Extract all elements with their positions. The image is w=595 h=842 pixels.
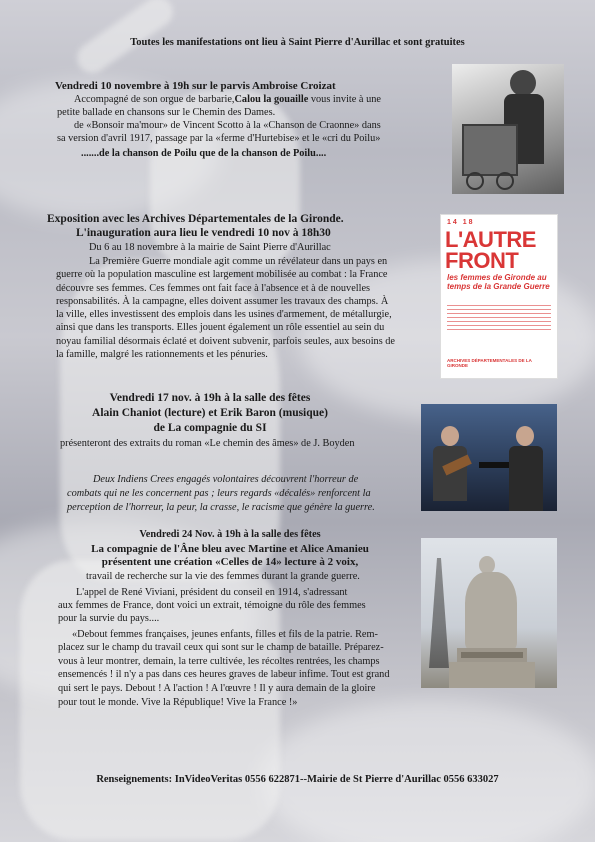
event3-title1: Vendredi 17 nov. à 19h à la salle des fêtes bbox=[109, 392, 311, 404]
event3-quote-line: perception de l'horreur, la peur, la crasse, le racisme que génère la guerre. bbox=[67, 502, 375, 513]
event4-para2-line: «Debout femmes françaises, jeunes enfants, filles et fils de la patrie. Rem- bbox=[72, 629, 378, 640]
event4-para1-line: L'appel de René Viviani, président du conseil en 1914, s'adressant bbox=[76, 587, 348, 598]
poster-footer: ARCHIVES DÉPARTEMENTALES DE LA GIRONDE bbox=[447, 358, 532, 369]
event4-para2-line: qui sert le pays. Debout ! A l'action ! A l'œuvre ! Il y aura demain de la gloire bbox=[58, 683, 376, 694]
organ-grinder-photo bbox=[452, 64, 564, 194]
event2-line: La Première Guerre mondiale agit comme un révélateur dans un pays en bbox=[89, 256, 388, 267]
footer-contact: Renseignements: InVideoVeritas 0556 622871--Mairie de St Pierre d'Aurillac 0556 633027 bbox=[96, 774, 499, 785]
event4-para2-line: pour tout le monde. Vive la République! Vive la France !» bbox=[58, 697, 298, 708]
exhibition-poster bbox=[441, 215, 557, 378]
event2-title2: L'inauguration aura lieu le vendredi 10 nov à 18h30 bbox=[76, 227, 331, 239]
header-text: Toutes les manifestations ont lieu à Saint Pierre d'Aurillac et sont gratuites bbox=[130, 37, 465, 48]
event4-para1-line: aux femmes de France, dont voici un extrait, témoigne du rôle des femmes bbox=[58, 600, 366, 611]
poster-years: 14 18 bbox=[447, 219, 475, 226]
poster-body-text bbox=[447, 303, 551, 353]
event4-title2: La compagnie de l'Âne bleu avec Martine et Alice Amanieu bbox=[91, 543, 369, 555]
event4-para1-line: pour la survie du pays.... bbox=[58, 613, 160, 624]
event4-title1: Vendredi 24 Nov. à 19h à la salle des fêtes bbox=[139, 529, 321, 540]
performers-photo bbox=[421, 404, 557, 511]
event4-title3: présentent une création «Celles de 14» lecture à 2 voix, bbox=[101, 556, 359, 568]
event2-line: découvre ses femmes. Ces femmes ont fait face à l'absence et à de nouvelles bbox=[56, 283, 371, 294]
event4-para2-line: placez sur le champ du travail ceux qui sont sur le champ de bataille. Préparez- bbox=[58, 642, 384, 653]
event2-line: guerre où la population masculine est largement mobilisée au combat : la France bbox=[56, 269, 388, 280]
event1-line2: petite ballade en chansons sur le Chemin des Dames. bbox=[57, 107, 276, 118]
event2-title1: Exposition avec les Archives Départementales de la Gironde. bbox=[47, 213, 344, 225]
event4-para2-line: vous à leur montrer, demain, la terre cultivée, les récoltes rentrées, les champs bbox=[58, 656, 380, 667]
event2-line: la famille, malgré les rationnements et les pénuries. bbox=[56, 349, 268, 360]
event1-line5: .......de la chanson de Poilu que de la chanson de Poilu.... bbox=[81, 148, 327, 159]
event3-quote-line: Deux Indiens Crees engagés volontaires découvrent l'horreur de bbox=[93, 474, 359, 485]
event1-line4: sa version d'avril 1917, passage par la «ferme d'Hurtebise» et le «cri du Poilu» bbox=[57, 133, 381, 144]
event4-para2-line: ensemencés ! il n'y a pas dans ces heures graves de labeur infime. Tout est grand bbox=[58, 669, 390, 680]
event2-line: ainsi que dans les transports. Elles jouent également un rôle essentiel au sein du bbox=[56, 322, 385, 333]
event2-line: la ville, elles investissent des emplois dans les usines d'armement, de métallurgie, bbox=[56, 309, 392, 320]
event3-quote-line: combats qui ne les concernent pas ; leurs regards «décalés» renforcent la bbox=[67, 488, 371, 499]
event2-dates: Du 6 au 18 novembre à la mairie de Saint Pierre d'Aurillac bbox=[89, 242, 331, 253]
event1-line3: de «Bonsoir ma'mour» de Vincent Scotto à la «Chanson de Craonne» dans bbox=[74, 120, 381, 131]
poster-title: L'AUTRE FRONT bbox=[445, 227, 536, 273]
event3-title2: Alain Chaniot (lecture) et Erik Baron (musique) bbox=[92, 407, 328, 419]
event1-title: Vendredi 10 novembre à 19h sur le parvis Ambroise Croizat bbox=[55, 80, 336, 92]
event1-line1: Accompagné de son orgue de barbarie,Calou la gouaille vous invite à une bbox=[74, 94, 381, 105]
war-memorial-statue-photo bbox=[421, 538, 557, 688]
event2-line: noyau familial désormais éclaté et doivent subvenir, parfois seules, aux besoins de bbox=[56, 336, 396, 347]
event3-title3: de La compagnie du SI bbox=[153, 422, 267, 434]
event3-description: présenteront des extraits du roman «Le chemin des âmes» de J. Boyden bbox=[60, 438, 355, 449]
poster-subtitle: les femmes de Gironde au temps de la Grande Guerre bbox=[447, 273, 550, 291]
event2-line: responsabilités. À la campagne, elles doivent assumer les travaux des champs. À bbox=[56, 296, 389, 307]
event4-line1: travail de recherche sur la vie des femmes durant la grande guerre. bbox=[86, 571, 360, 582]
